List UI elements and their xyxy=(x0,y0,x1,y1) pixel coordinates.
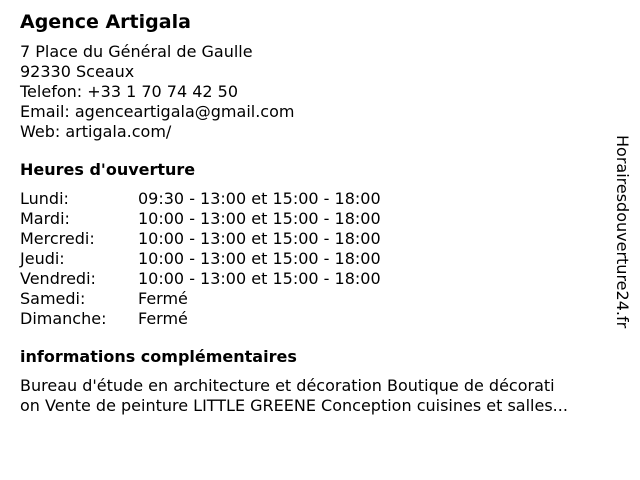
info-description xyxy=(20,376,620,416)
hours-time: 10:00 - 13:00 et 15:00 - 18:00 xyxy=(138,229,381,248)
hours-row-mercredi xyxy=(20,229,620,249)
hours-time: Fermé xyxy=(138,309,188,328)
hours-time: Fermé xyxy=(138,289,188,308)
hours-row-mardi xyxy=(20,209,620,229)
hours-title: Heures d'ouverture xyxy=(20,160,196,179)
address-line-2: 92330 Sceaux xyxy=(20,62,135,81)
hours-day: Mercredi: xyxy=(20,229,95,248)
hours-row-vendredi xyxy=(20,269,620,289)
business-card xyxy=(20,10,620,416)
hours-day: Vendredi: xyxy=(20,269,96,288)
info-description-line-1: Bureau d'étude en architecture et décoration Boutique de décorati xyxy=(20,376,555,395)
site-watermark: Horairesdouverture24.fr xyxy=(613,135,632,329)
hours-time: 10:00 - 13:00 et 15:00 - 18:00 xyxy=(138,249,381,268)
hours-row-jeudi xyxy=(20,249,620,269)
hours-day: Mardi: xyxy=(20,209,70,228)
info-description-line-2: on Vente de peinture LITTLE GREENE Conception cuisines et salles... xyxy=(20,396,568,415)
hours-time: 10:00 - 13:00 et 15:00 - 18:00 xyxy=(138,209,381,228)
email-text: Email: agenceartigala@gmail.com xyxy=(20,102,295,121)
hours-row-dimanche xyxy=(20,309,620,329)
address-line-1: 7 Place du Général de Gaulle xyxy=(20,42,253,61)
hours-time: 09:30 - 13:00 et 15:00 - 18:00 xyxy=(138,189,381,208)
hours-day: Dimanche: xyxy=(20,309,107,328)
web-text: Web: artigala.com/ xyxy=(20,122,172,141)
hours-row-lundi xyxy=(20,189,620,209)
hours-day: Lundi: xyxy=(20,189,69,208)
hours-time: 10:00 - 13:00 et 15:00 - 18:00 xyxy=(138,269,381,288)
phone-text: Telefon: +33 1 70 74 42 50 xyxy=(20,82,239,101)
hours-table xyxy=(20,189,620,329)
hours-day: Jeudi: xyxy=(20,249,65,268)
hours-row-samedi xyxy=(20,289,620,309)
hours-day: Samedi: xyxy=(20,289,86,308)
info-title: informations complémentaires xyxy=(20,347,297,366)
business-name: Agence Artigala xyxy=(20,11,191,33)
